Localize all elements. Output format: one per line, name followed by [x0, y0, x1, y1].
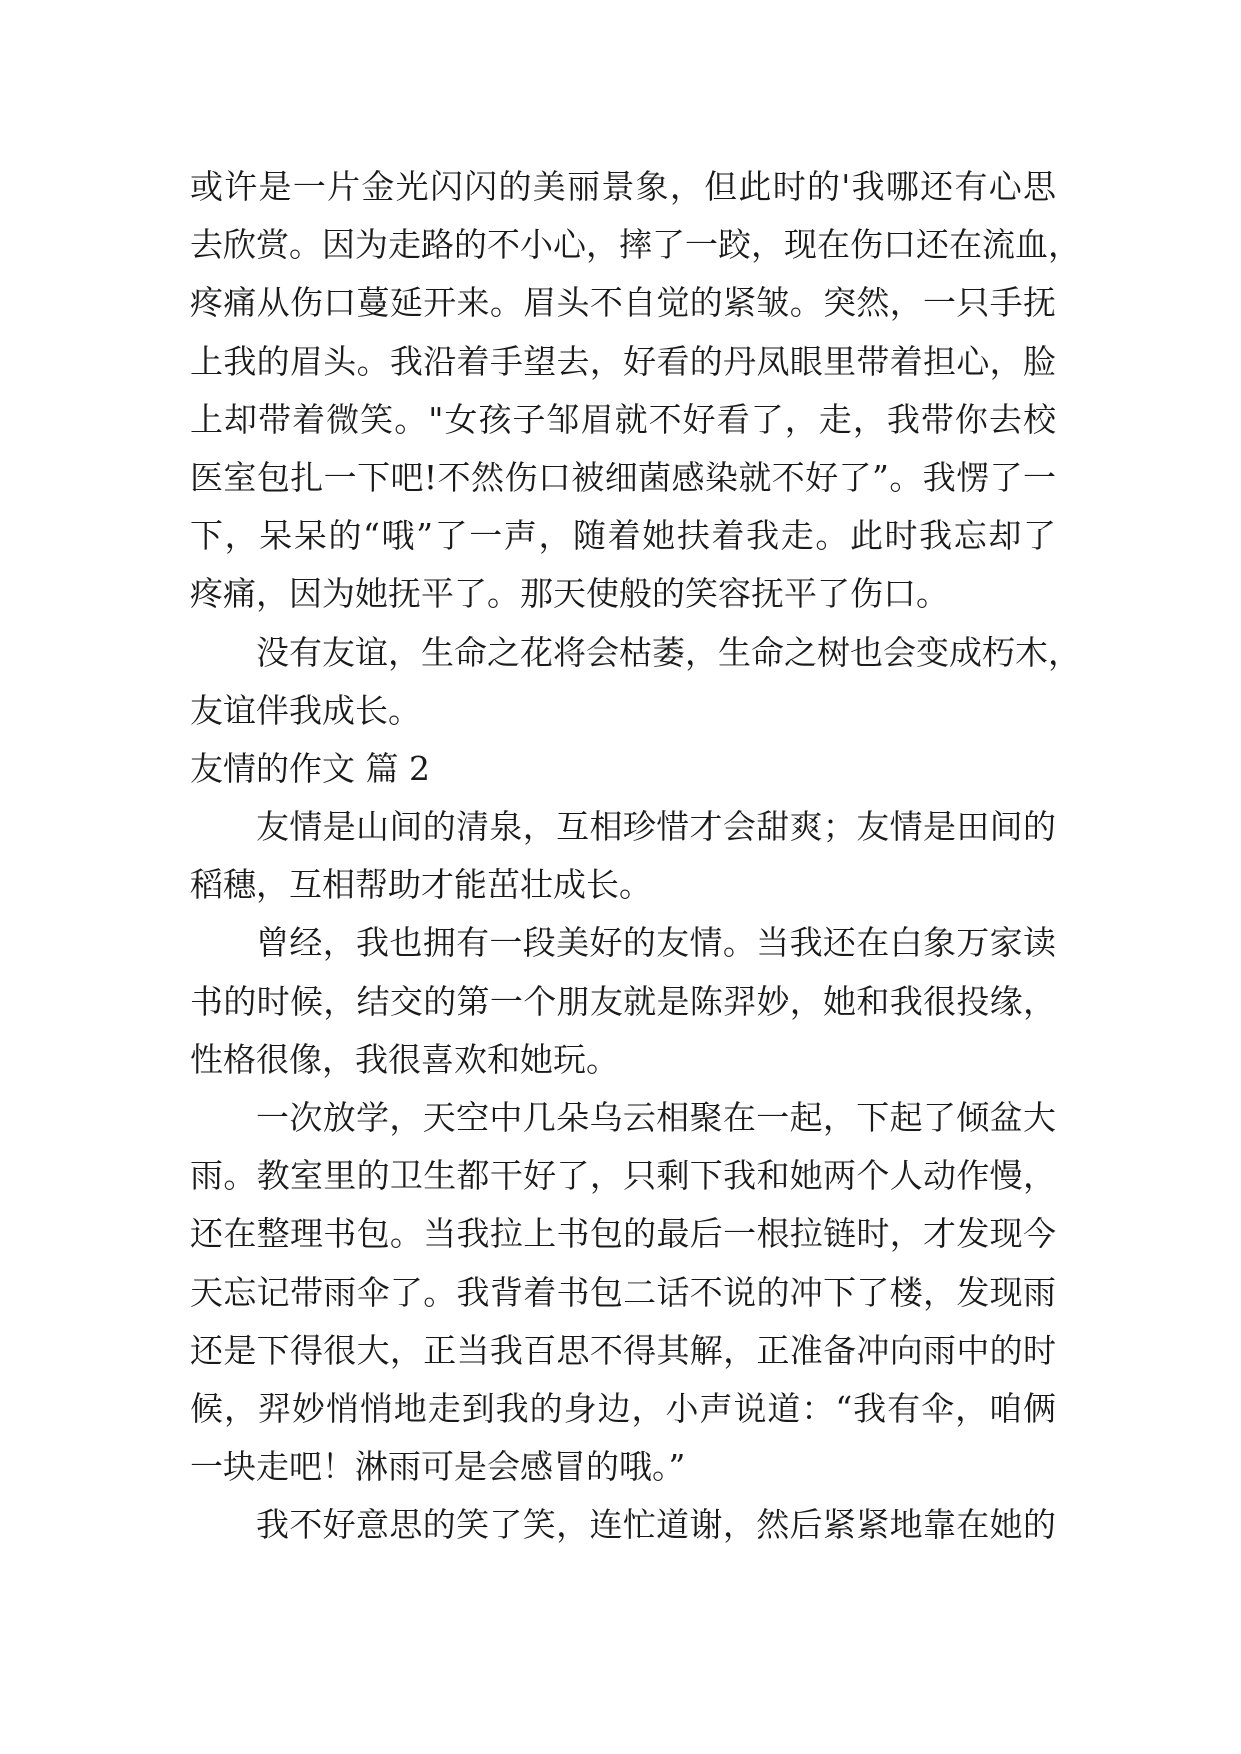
text-line: 疼痛从伤口蔓延开来。眉头不自觉的紧皱。突然，一只手抚: [190, 283, 1056, 323]
text-line: 还是下得很大，正当我百思不得其解，正准备冲向雨中的时: [190, 1330, 1056, 1370]
text-line: 书的时候，结交的第一个朋友就是陈羿妙，她和我很投缘，: [190, 981, 1056, 1021]
text-line: 医室包扎一下吧!不然伤口被细菌感染就不好了”。我愣了一: [190, 457, 1056, 497]
text-line: 我不好意思的笑了笑，连忙道谢，然后紧紧地靠在她的: [256, 1505, 1056, 1545]
text-line: 曾经，我也拥有一段美好的友情。当我还在白象万家读: [256, 923, 1056, 963]
text-line: 友谊伴我成长。: [190, 690, 421, 730]
text-line: 疼痛，因为她抚平了。那天使般的笑容抚平了伤口。: [190, 574, 949, 614]
text-line: 候，羿妙悄悄地走到我的身边，小声说道：“我有伞，咱俩: [190, 1388, 1056, 1428]
text-line: 雨。教室里的卫生都干好了，只剩下我和她两个人动作慢，: [190, 1156, 1056, 1196]
text-line: 或许是一片金光闪闪的美丽景象，但此时的'我哪还有心思: [190, 167, 1056, 206]
text-line: 性格很像，我很喜欢和她玩。: [190, 1039, 619, 1079]
text-line: 上却带着微笑。"女孩子邹眉就不好看了，走，我带你去校: [190, 399, 1056, 439]
text-line: 友情是山间的清泉，互相珍惜才会甜爽；友情是田间的: [256, 807, 1056, 847]
text-line: 天忘记带雨伞了。我背着书包二话不说的冲下了楼，发现雨: [190, 1272, 1056, 1312]
document-body: [190, 158, 1081, 1555]
text-line: 上我的眉头。我沿着手望去，好看的丹凤眼里带着担心，脸: [190, 341, 1056, 381]
text-line: 下，呆呆的“哦”了一声，随着她扶着我走。此时我忘却了: [190, 516, 1056, 556]
text-line: 一次放学，天空中几朵乌云相聚在一起，下起了倾盆大: [256, 1098, 1056, 1137]
text-line: 一块走吧！淋雨可是会感冒的哦。”: [190, 1447, 686, 1487]
section-heading: 友情的作文 篇 2: [190, 748, 430, 788]
text-line: 没有友谊，生命之花将会枯萎，生命之树也会变成朽木，: [256, 632, 1081, 672]
text-line: 还在整理书包。当我拉上书包的最后一根拉链时，才发现今: [190, 1214, 1056, 1254]
text-line: 去欣赏。因为走路的不小心，摔了一跤，现在伤口还在流血，: [190, 225, 1081, 265]
text-line: 稻穗，互相帮助才能茁壮成长。: [190, 865, 652, 905]
